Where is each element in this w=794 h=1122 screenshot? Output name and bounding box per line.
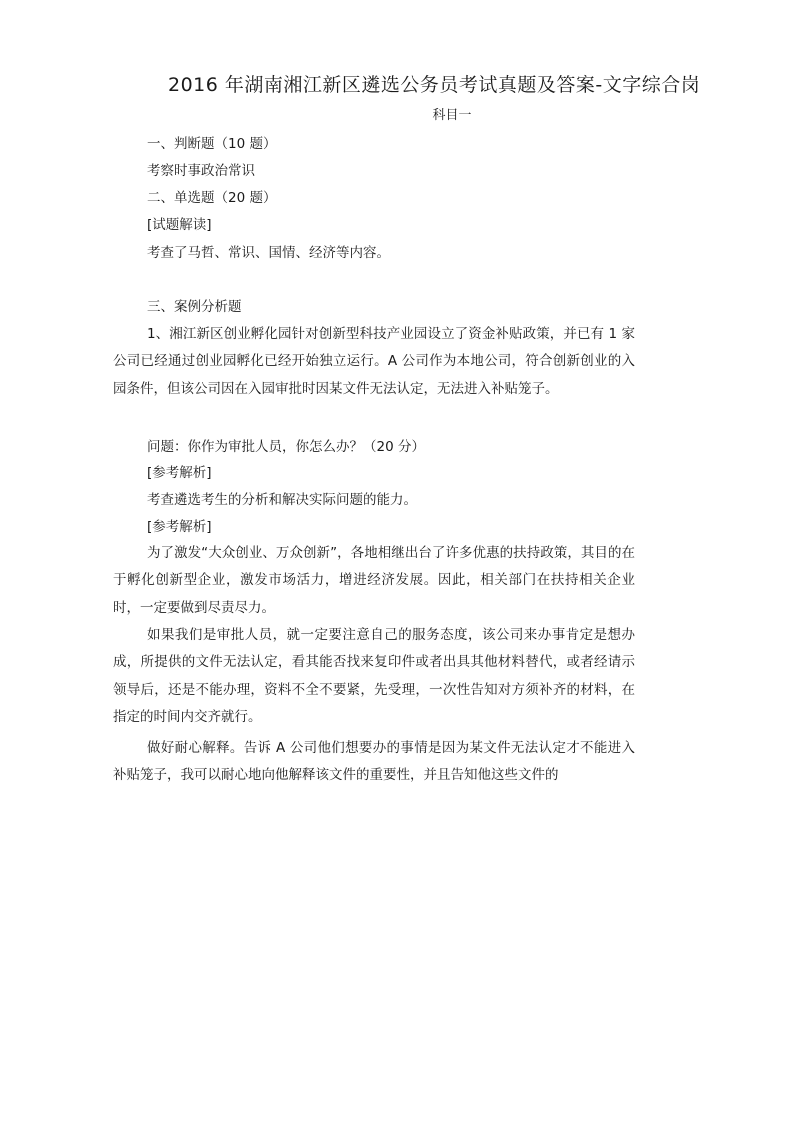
question-text: 问题：你作为审批人员，你怎么办？（20 分） — [147, 439, 425, 455]
section-2-description: 考查了马哲、常识、国情、经济等内容。 — [147, 245, 390, 261]
answer-paragraph-1: 为了激发“大众创业、万众创新”，各地相继出台了许多优惠的扶持政策，其目的在于孵化创新型企业，激发市场活力，增进经济发展。因此，相关部门在扶持相关企业时，一定要做到尽责尽力。 — [113, 545, 635, 616]
case-1-text: 1、湘江新区创业孵化园针对创新型科技产业园设立了资金补贴政策，并已有 1 家公司已经通过创业园孵化已经开始独立运行。A 公司作为本地公司，符合创新创业的入园条件，但该公司因在入园审批时因某文件无法认定，无法进入补贴笼子。 — [113, 326, 635, 397]
section-2-label: [试题解读] — [147, 217, 212, 233]
reference-analysis-label-1: [参考解析] — [147, 465, 212, 481]
reference-analysis-text-1: 考查遴选考生的分析和解决实际问题的能力。 — [147, 492, 417, 508]
section-3-heading: 三、案例分析题 — [147, 299, 242, 315]
document-title: 2016 年湖南湘江新区遴选公务员考试真题及答案-文字综合岗 — [168, 74, 701, 96]
section-1-heading: 一、判断题（10 题） — [147, 136, 277, 152]
section-2-heading: 二、单选题（20 题） — [147, 190, 277, 206]
subject-label: 科目一 — [432, 108, 472, 123]
reference-analysis-label-2: [参考解析] — [147, 519, 212, 535]
answer-paragraph-2: 如果我们是审批人员，就一定要注意自己的服务态度，该公司来办事肯定是想办成，所提供的文件无法认定，看其能否找来复印件或者出具其他材料替代，或者经请示领导后，还是不能办理，资料不全不要紧，先受理，一次性告知对方须补齐的材料，在指定的时间内交齐就行。 — [113, 627, 635, 725]
section-1-description: 考察时事政治常识 — [147, 163, 255, 179]
answer-paragraph-3: 做好耐心解释。告诉 A 公司他们想要办的事情是因为某文件无法认定才不能进入补贴笼子，我可以耐心地向他解释该文件的重要性，并且告知他这些文件的 — [113, 740, 635, 784]
